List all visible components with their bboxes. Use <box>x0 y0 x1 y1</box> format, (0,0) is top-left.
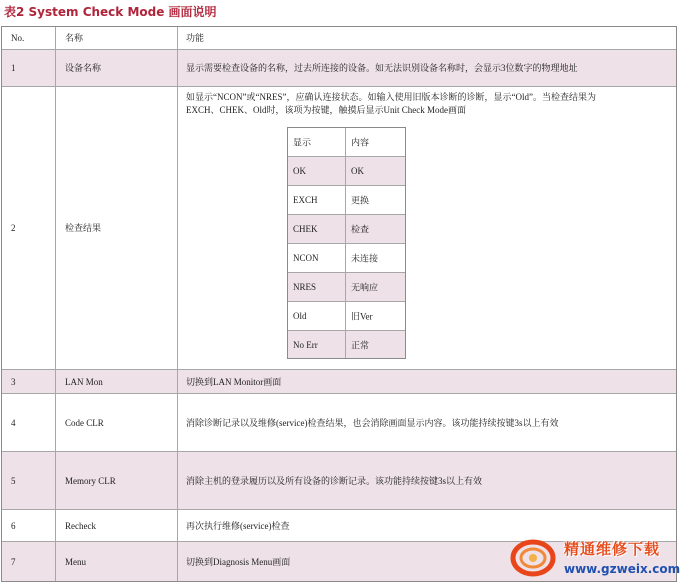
status-content: 正常 <box>351 340 370 350</box>
table-row <box>2 87 676 370</box>
row-desc <box>186 91 666 117</box>
status-column-divider <box>345 128 346 358</box>
row-desc-line: EXCH、CHEK、Old时，该项为按键，触摸后显示Unit Check Mode画面 <box>186 105 466 115</box>
status-row <box>288 273 405 302</box>
status-content: 无响应 <box>351 282 379 293</box>
status-content: 更换 <box>351 195 370 206</box>
watermark-url: www.gzweix.com <box>564 562 681 576</box>
row-name: LAN Mon <box>65 376 103 387</box>
row-desc-line: 如显示“NCON”或“NRES”，应确认连接状态。如输入使用旧版本诊断的诊断，显示“Old”。当检查结果为 <box>186 92 596 102</box>
status-content: 未连接 <box>351 253 379 264</box>
row-no: 1 <box>11 63 16 73</box>
watermark-swirl-logo <box>510 534 556 580</box>
status-header-content: 内容 <box>351 137 370 148</box>
row-name: Recheck <box>65 520 96 531</box>
table-row <box>2 50 676 87</box>
status-display: NRES <box>293 282 317 292</box>
status-header-display: 显示 <box>293 137 312 148</box>
row-no: 6 <box>11 520 16 531</box>
status-row <box>288 302 405 331</box>
column-divider <box>55 27 56 581</box>
row-name: 检查结果 <box>65 223 102 233</box>
watermark-chinese-text: 精通维修下载 <box>564 540 661 558</box>
table-row <box>2 370 676 394</box>
watermark <box>510 532 680 584</box>
status-display: EXCH <box>293 195 318 205</box>
row-no: 4 <box>11 417 16 428</box>
row-name: 设备名称 <box>65 63 102 73</box>
table-header-row <box>2 27 676 50</box>
row-desc: 显示需要检查设备的名称，过去所连接的设备。如无法识别设备名称时，会显示3位数字的物理地址 <box>186 63 578 73</box>
header-name: 名称 <box>65 33 84 43</box>
row-no: 7 <box>11 556 16 567</box>
row-desc: 消除诊断记录以及维修(service)检查结果，也会消除画面显示内容。该功能持续按键3s以上有效 <box>186 417 559 428</box>
status-row <box>288 157 405 186</box>
status-table <box>287 127 406 359</box>
row-name: Menu <box>65 556 86 567</box>
status-display: Old <box>293 311 307 321</box>
column-divider <box>177 27 178 581</box>
status-content: OK <box>351 166 364 176</box>
status-row <box>288 215 405 244</box>
function-table <box>1 26 677 582</box>
status-row <box>288 244 405 273</box>
status-row <box>288 186 405 215</box>
row-name: Code CLR <box>65 417 104 428</box>
status-display: NCON <box>293 253 319 263</box>
row-no: 2 <box>11 223 16 233</box>
table-row <box>2 452 676 510</box>
row-desc: 切换到LAN Monitor画面 <box>186 376 282 387</box>
status-display: OK <box>293 166 306 176</box>
table-title: 表2 System Check Mode 画面说明 <box>4 5 217 19</box>
row-desc: 切换到Diagnosis Menu画面 <box>186 556 291 567</box>
status-display: No Err <box>293 339 318 350</box>
table-row <box>2 394 676 452</box>
row-no: 3 <box>11 376 16 387</box>
status-content: 旧Ver <box>351 311 373 322</box>
header-no: No. <box>11 33 25 43</box>
row-desc: 消除主机的登录履历以及所有设备的诊断记录。该功能持续按键3s以上有效 <box>186 475 483 486</box>
row-name: Memory CLR <box>65 475 116 486</box>
status-display: CHEK <box>293 224 318 234</box>
status-content: 检查 <box>351 224 370 235</box>
row-no: 5 <box>11 475 16 486</box>
row-desc: 再次执行维修(service)检查 <box>186 520 290 531</box>
status-header-row <box>288 128 405 157</box>
status-row <box>288 331 405 358</box>
header-function: 功能 <box>186 33 205 43</box>
